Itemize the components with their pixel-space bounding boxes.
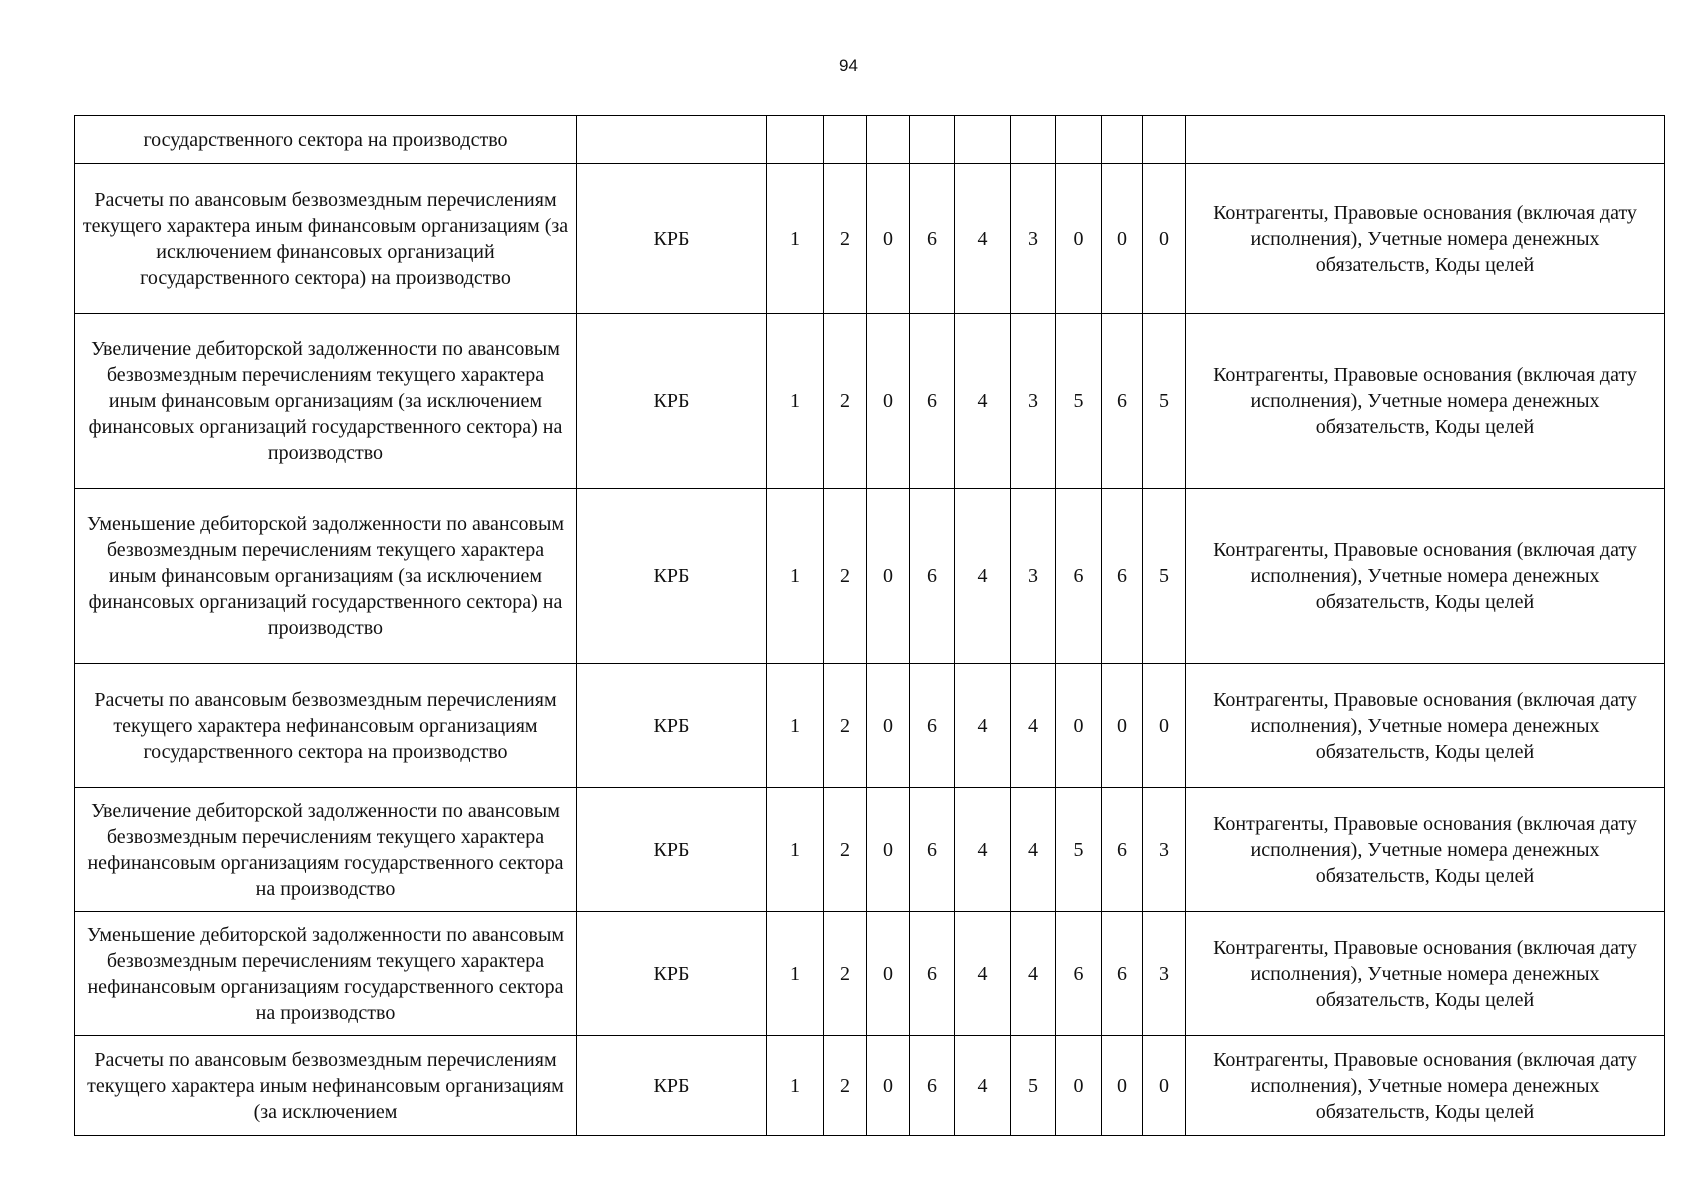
row-code-digit: 2 bbox=[824, 314, 867, 489]
table-row bbox=[75, 1036, 1665, 1136]
row-code-digit: 1 bbox=[767, 788, 824, 912]
row-analytics: Контрагенты, Правовые основания (включая дату исполнения), Учетные номера денежных обязательств, Коды целей bbox=[1186, 912, 1665, 1036]
row-analytics: Контрагенты, Правовые основания (включая дату исполнения), Учетные номера денежных обязательств, Коды целей bbox=[1186, 164, 1665, 314]
row-code-digit: 6 bbox=[910, 314, 955, 489]
row-code-digit: 6 bbox=[1102, 489, 1143, 664]
row-code-digit: 6 bbox=[910, 489, 955, 664]
row-code-digit: 0 bbox=[867, 788, 910, 912]
row-code-digit: 0 bbox=[1056, 164, 1102, 314]
row-description: Уменьшение дебиторской задолженности по авансовым безвозмездным перечислениям текущего характера нефинансовым организациям государственного сектора на производство bbox=[75, 912, 577, 1036]
row-code-digit: 6 bbox=[910, 912, 955, 1036]
row-code-digit: 3 bbox=[1011, 164, 1056, 314]
row-code-digit: 2 bbox=[824, 489, 867, 664]
row-code-digit: 4 bbox=[1011, 912, 1056, 1036]
row-code-digit: 6 bbox=[910, 164, 955, 314]
row-analytics: Контрагенты, Правовые основания (включая дату исполнения), Учетные номера денежных обязательств, Коды целей bbox=[1186, 788, 1665, 912]
table-row bbox=[75, 164, 1665, 314]
row-code-digit: 0 bbox=[867, 164, 910, 314]
row-code-digit: 3 bbox=[1011, 489, 1056, 664]
row-code-digit bbox=[824, 116, 867, 164]
row-description: государственного сектора на производство bbox=[75, 116, 577, 164]
row-code-digit: 3 bbox=[1011, 314, 1056, 489]
row-code-digit: 1 bbox=[767, 489, 824, 664]
row-code-digit: 4 bbox=[955, 912, 1011, 1036]
row-code-type: КРБ bbox=[577, 314, 767, 489]
row-code-digit: 6 bbox=[1102, 788, 1143, 912]
row-code-digit: 6 bbox=[1102, 912, 1143, 1036]
row-description: Расчеты по авансовым безвозмездным перечислениям текущего характера нефинансовым организациям государственного сектора на производство bbox=[75, 664, 577, 788]
row-code-digit: 0 bbox=[1102, 664, 1143, 788]
row-code-type: КРБ bbox=[577, 788, 767, 912]
row-code-type: КРБ bbox=[577, 489, 767, 664]
table-row bbox=[75, 788, 1665, 912]
row-code-digit: 0 bbox=[867, 489, 910, 664]
row-code-digit: 0 bbox=[867, 1036, 910, 1136]
row-code-digit: 6 bbox=[910, 1036, 955, 1136]
row-code-digit: 4 bbox=[955, 788, 1011, 912]
row-code-digit: 4 bbox=[955, 314, 1011, 489]
row-code-digit: 0 bbox=[867, 912, 910, 1036]
row-description: Расчеты по авансовым безвозмездным перечислениям текущего характера иным финансовым организациям (за исключением финансовых организаций государственного сектора) на производство bbox=[75, 164, 577, 314]
row-code-digit: 1 bbox=[767, 314, 824, 489]
row-description: Увеличение дебиторской задолженности по авансовым безвозмездным перечислениям текущего характера нефинансовым организациям государственного сектора на производство bbox=[75, 788, 577, 912]
row-code-digit: 5 bbox=[1143, 489, 1186, 664]
row-code-digit: 6 bbox=[910, 664, 955, 788]
row-description: Увеличение дебиторской задолженности по авансовым безвозмездным перечислениям текущего характера иным финансовым организациям (за исключением финансовых организаций государственного сектора) на производство bbox=[75, 314, 577, 489]
row-code-type: КРБ bbox=[577, 1036, 767, 1136]
row-code-digit: 0 bbox=[1143, 1036, 1186, 1136]
row-code-digit: 1 bbox=[767, 164, 824, 314]
row-code-digit: 0 bbox=[1102, 1036, 1143, 1136]
row-code-type: КРБ bbox=[577, 664, 767, 788]
row-code-digit: 1 bbox=[767, 1036, 824, 1136]
page-number: 94 bbox=[839, 56, 858, 75]
row-code-digit: 6 bbox=[1056, 489, 1102, 664]
row-code-digit: 0 bbox=[867, 664, 910, 788]
row-code-digit bbox=[867, 116, 910, 164]
row-code-type: КРБ bbox=[577, 164, 767, 314]
row-description: Уменьшение дебиторской задолженности по авансовым безвозмездным перечислениям текущего характера иным финансовым организациям (за исключением финансовых организаций государственного сектора) на производство bbox=[75, 489, 577, 664]
row-code-digit: 2 bbox=[824, 1036, 867, 1136]
row-code-digit: 0 bbox=[1143, 664, 1186, 788]
table-body bbox=[75, 116, 1665, 1136]
row-code-digit bbox=[1011, 116, 1056, 164]
row-code-digit bbox=[955, 116, 1011, 164]
row-code-digit: 5 bbox=[1011, 1036, 1056, 1136]
row-code-digit: 2 bbox=[824, 164, 867, 314]
row-code-digit: 2 bbox=[824, 788, 867, 912]
table-row bbox=[75, 314, 1665, 489]
row-code-digit: 2 bbox=[824, 664, 867, 788]
accounts-table bbox=[74, 115, 1665, 1136]
row-code-digit: 4 bbox=[955, 164, 1011, 314]
row-code-digit bbox=[910, 116, 955, 164]
row-code-digit: 4 bbox=[1011, 788, 1056, 912]
row-analytics bbox=[1186, 116, 1665, 164]
row-code-type: КРБ bbox=[577, 912, 767, 1036]
row-code-digit: 1 bbox=[767, 664, 824, 788]
row-code-digit: 6 bbox=[1056, 912, 1102, 1036]
row-code-digit: 5 bbox=[1056, 314, 1102, 489]
table-row bbox=[75, 664, 1665, 788]
row-code-digit: 3 bbox=[1143, 788, 1186, 912]
row-code-digit: 4 bbox=[955, 664, 1011, 788]
row-code-digit: 6 bbox=[910, 788, 955, 912]
table-row bbox=[75, 912, 1665, 1036]
row-code-digit: 4 bbox=[955, 1036, 1011, 1136]
row-code-digit: 0 bbox=[1056, 664, 1102, 788]
table-row bbox=[75, 116, 1665, 164]
row-code-type bbox=[577, 116, 767, 164]
row-code-digit: 3 bbox=[1143, 912, 1186, 1036]
row-code-digit: 5 bbox=[1143, 314, 1186, 489]
row-code-digit: 0 bbox=[1102, 164, 1143, 314]
row-code-digit bbox=[1143, 116, 1186, 164]
row-analytics: Контрагенты, Правовые основания (включая дату исполнения), Учетные номера денежных обязательств, Коды целей bbox=[1186, 489, 1665, 664]
row-code-digit: 5 bbox=[1056, 788, 1102, 912]
row-analytics: Контрагенты, Правовые основания (включая дату исполнения), Учетные номера денежных обязательств, Коды целей bbox=[1186, 1036, 1665, 1136]
row-code-digit: 0 bbox=[867, 314, 910, 489]
row-code-digit bbox=[767, 116, 824, 164]
row-description: Расчеты по авансовым безвозмездным перечислениям текущего характера иным нефинансовым организациям (за исключением bbox=[75, 1036, 577, 1136]
row-code-digit: 6 bbox=[1102, 314, 1143, 489]
row-code-digit: 0 bbox=[1143, 164, 1186, 314]
row-analytics: Контрагенты, Правовые основания (включая дату исполнения), Учетные номера денежных обязательств, Коды целей bbox=[1186, 314, 1665, 489]
row-code-digit bbox=[1102, 116, 1143, 164]
row-code-digit: 4 bbox=[1011, 664, 1056, 788]
row-code-digit: 1 bbox=[767, 912, 824, 1036]
row-code-digit bbox=[1056, 116, 1102, 164]
table-row bbox=[75, 489, 1665, 664]
row-analytics: Контрагенты, Правовые основания (включая дату исполнения), Учетные номера денежных обязательств, Коды целей bbox=[1186, 664, 1665, 788]
row-code-digit: 2 bbox=[824, 912, 867, 1036]
row-code-digit: 0 bbox=[1056, 1036, 1102, 1136]
row-code-digit: 4 bbox=[955, 489, 1011, 664]
